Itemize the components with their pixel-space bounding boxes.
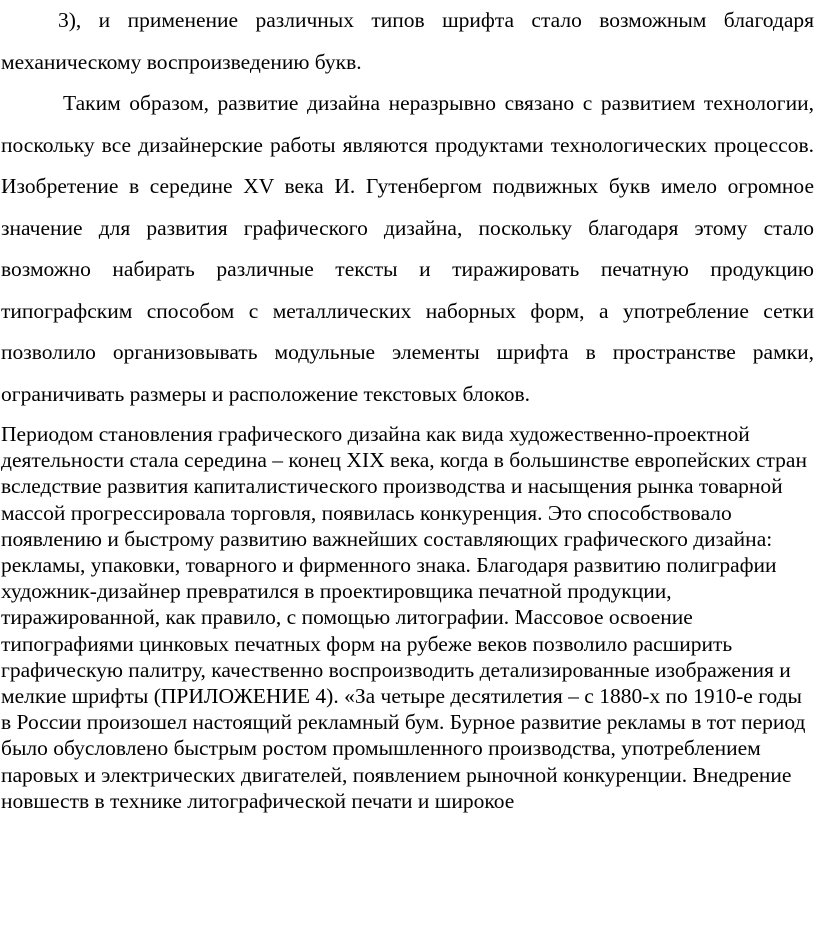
paragraph-continuation: 3), и применение различных типов шрифта стало возможным благодаря механическому воспроизведению букв.	[1, 8, 814, 74]
paragraph-technology: Таким образом, развитие дизайна неразрывно связано с развитием технологии, поскольку все дизайнерские работы являются продуктами технологических процессов. Изобретение в середине XV века И. Гутенбергом подвижных букв имело огромное значение для развития графического дизайна, поскольку благодаря этому стало возможно набирать различные тексты и тиражировать печатную продукцию типографским способом с металлических наборных форм, а употребление сетки позволило организовывать модульные элементы шрифта в пространстве рамки, ограничивать размеры и расположение текстовых блоков.	[1, 91, 814, 406]
double-spaced-text-block	[1, 0, 814, 415]
paragraph-graphic-design-history: Периодом становления графического дизайна как вида художественно-проектной деятельности стала середина – конец XIX века, когда в большинстве европейских стран вследствие развития капиталистического производства и насыщения рынка товарной массой прогрессировала торговля, появилась конкуренция. Это способствовало появлению и быстрому развитию важнейших составляющих графического дизайна: рекламы, упаковки, товарного и фирменного знака. Благодаря развитию полиграфии художник-дизайнер превратился в проектировщика печатной продукции, тиражированной, как правило, с помощью литографии. Массовое освоение типографиями цинковых печатных форм на рубеже веков позволило расширить графическую палитру, качественно воспроизводить детализированные изображения и мелкие шрифты (ПРИЛОЖЕНИЕ 4). «За четыре десятилетия – с 1880-х по 1910-е годы в России произошел настоящий рекламный бум. Бурное развитие рекламы в тот период было обусловлено быстрым ростом промышленного производства, употреблением паровых и электрических двигателей, появлением рыночной конкуренции. Внедрение новшеств в технике литографической печати и широкое	[1, 422, 807, 813]
